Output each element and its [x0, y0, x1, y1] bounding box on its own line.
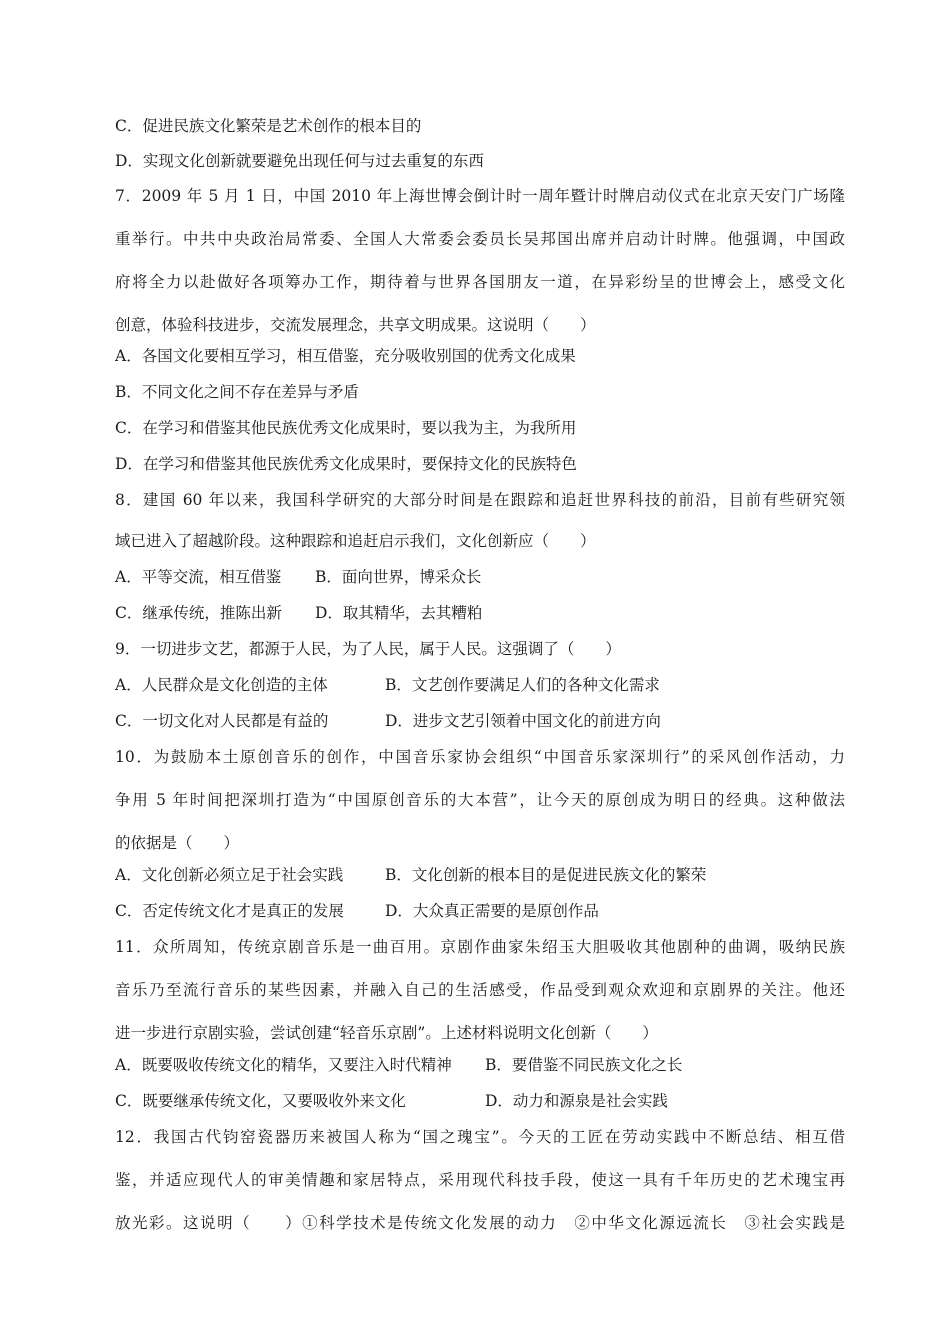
option-10b: B．文化创新的根本目的是促进民族文化的繁荣: [385, 866, 707, 884]
options-8ab: [115, 567, 845, 587]
option-11a: A．既要吸收传统文化的精华，又要注入时代精神: [115, 1056, 452, 1074]
option-10c: C．否定传统文化才是真正的发展: [115, 902, 344, 920]
option-7a: A．各国文化要相互学习，相互借鉴，充分吸收别国的优秀文化成果: [115, 347, 576, 365]
option-10a: A．文化创新必须立足于社会实践: [115, 866, 344, 884]
question-8-line-2: 域已进入了超越阶段。这种跟踪和追赶启示我们，文化创新应（ ）: [115, 532, 596, 550]
option-9c: C．一切文化对人民都是有益的: [115, 712, 329, 730]
question-7-line-4: 创意，体验科技进步，交流发展理念，共享文明成果。这说明（ ）: [115, 316, 596, 334]
options-9cd: [115, 711, 845, 731]
options-11ab: [115, 1055, 845, 1075]
question-11-line-3: 进一步进行京剧实验，尝试创建“轻音乐京剧”。上述材料说明文化创新（ ）: [115, 1024, 658, 1042]
question-11-line-1: 11．众所周知，传统京剧音乐是一曲百用。京剧作曲家朱绍玉大胆吸收其他剧种的曲调，吸纳民族: [115, 938, 845, 956]
question-10-line-1: 10．为鼓励本土原创音乐的创作，中国音乐家协会组织“中国音乐家深圳行”的采风创作活动，力: [115, 748, 845, 766]
options-10cd: [115, 901, 845, 921]
option-7b: B．不同文化之间不存在差异与矛盾: [115, 383, 359, 401]
option-11c: C．既要继承传统文化，又要吸收外来文化: [115, 1092, 406, 1110]
question-10-line-2: 争用 5 年时间把深圳打造为“中国原创音乐的大本营”，让今天的原创成为明日的经典。这种做法: [115, 791, 845, 809]
option-11d: D．动力和源泉是社会实践: [485, 1092, 668, 1110]
question-9-line-1: 9．一切进步文艺，都源于人民，为了人民，属于人民。这强调了（ ）: [115, 640, 621, 658]
option-6c: C．促进民族文化繁荣是艺术创作的根本目的: [115, 117, 422, 135]
question-12-line-3: 放光彩。这说明（ ）①科学技术是传统文化发展的动力 ②中华文化源远流长 ③社会实践是: [115, 1214, 845, 1232]
option-7d: D．在学习和借鉴其他民族优秀文化成果时，要保持文化的民族特色: [115, 455, 577, 473]
option-7c: C．在学习和借鉴其他民族优秀文化成果时，要以我为主，为我所用: [115, 419, 577, 437]
option-9d: D．进步文艺引领着中国文化的前进方向: [385, 712, 661, 730]
question-10-line-3: 的依据是（ ）: [115, 834, 240, 852]
option-8b: B．面向世界，博采众长: [315, 568, 482, 586]
option-9b: B．文艺创作要满足人们的各种文化需求: [385, 676, 660, 694]
question-7-line-2: 重举行。中共中央政治局常委、全国人大常委会委员长吴邦国出席并启动计时牌。他强调，中国政: [115, 230, 845, 248]
question-8-line-1: 8．建国 60 年以来，我国科学研究的大部分时间是在跟踪和追赶世界科技的前沿，目前有些研究领: [115, 491, 845, 509]
options-9ab: [115, 675, 845, 695]
question-12-line-2: 鉴，并适应现代人的审美情趣和家居特点，采用现代科技手段，使这一具有千年历史的艺术瑰宝再: [115, 1171, 845, 1189]
option-8d: D．取其精华，去其糟粕: [315, 604, 483, 622]
option-8a: A．平等交流，相互借鉴: [115, 568, 282, 586]
question-11-line-2: 音乐乃至流行音乐的某些因素，并融入自己的生活感受，作品受到观众欢迎和京剧界的关注。他还: [115, 981, 845, 999]
option-10d: D．大众真正需要的是原创作品: [385, 902, 599, 920]
option-9a: A．人民群众是文化创造的主体: [115, 676, 328, 694]
option-6d: D．实现文化创新就要避免出现任何与过去重复的东西: [115, 152, 484, 170]
options-8cd: [115, 603, 845, 623]
option-8c: C．继承传统，推陈出新: [115, 604, 282, 622]
options-10ab: [115, 865, 845, 885]
options-11cd: [115, 1091, 845, 1111]
question-7-line-3: 府将全力以赴做好各项筹办工作，期待着与世界各国朋友一道，在异彩纷呈的世博会上，感受文化: [115, 273, 845, 291]
option-11b: B．要借鉴不同民族文化之长: [485, 1056, 683, 1074]
question-7-line-1: 7．2009 年 5 月 1 日，中国 2010 年上海世博会倒计时一周年暨计时牌启动仪式在北京天安门广场隆: [115, 187, 845, 205]
question-12-line-1: 12．我国古代钧窑瓷器历来被国人称为“国之瑰宝”。今天的工匠在劳动实践中不断总结、相互借: [115, 1128, 845, 1146]
